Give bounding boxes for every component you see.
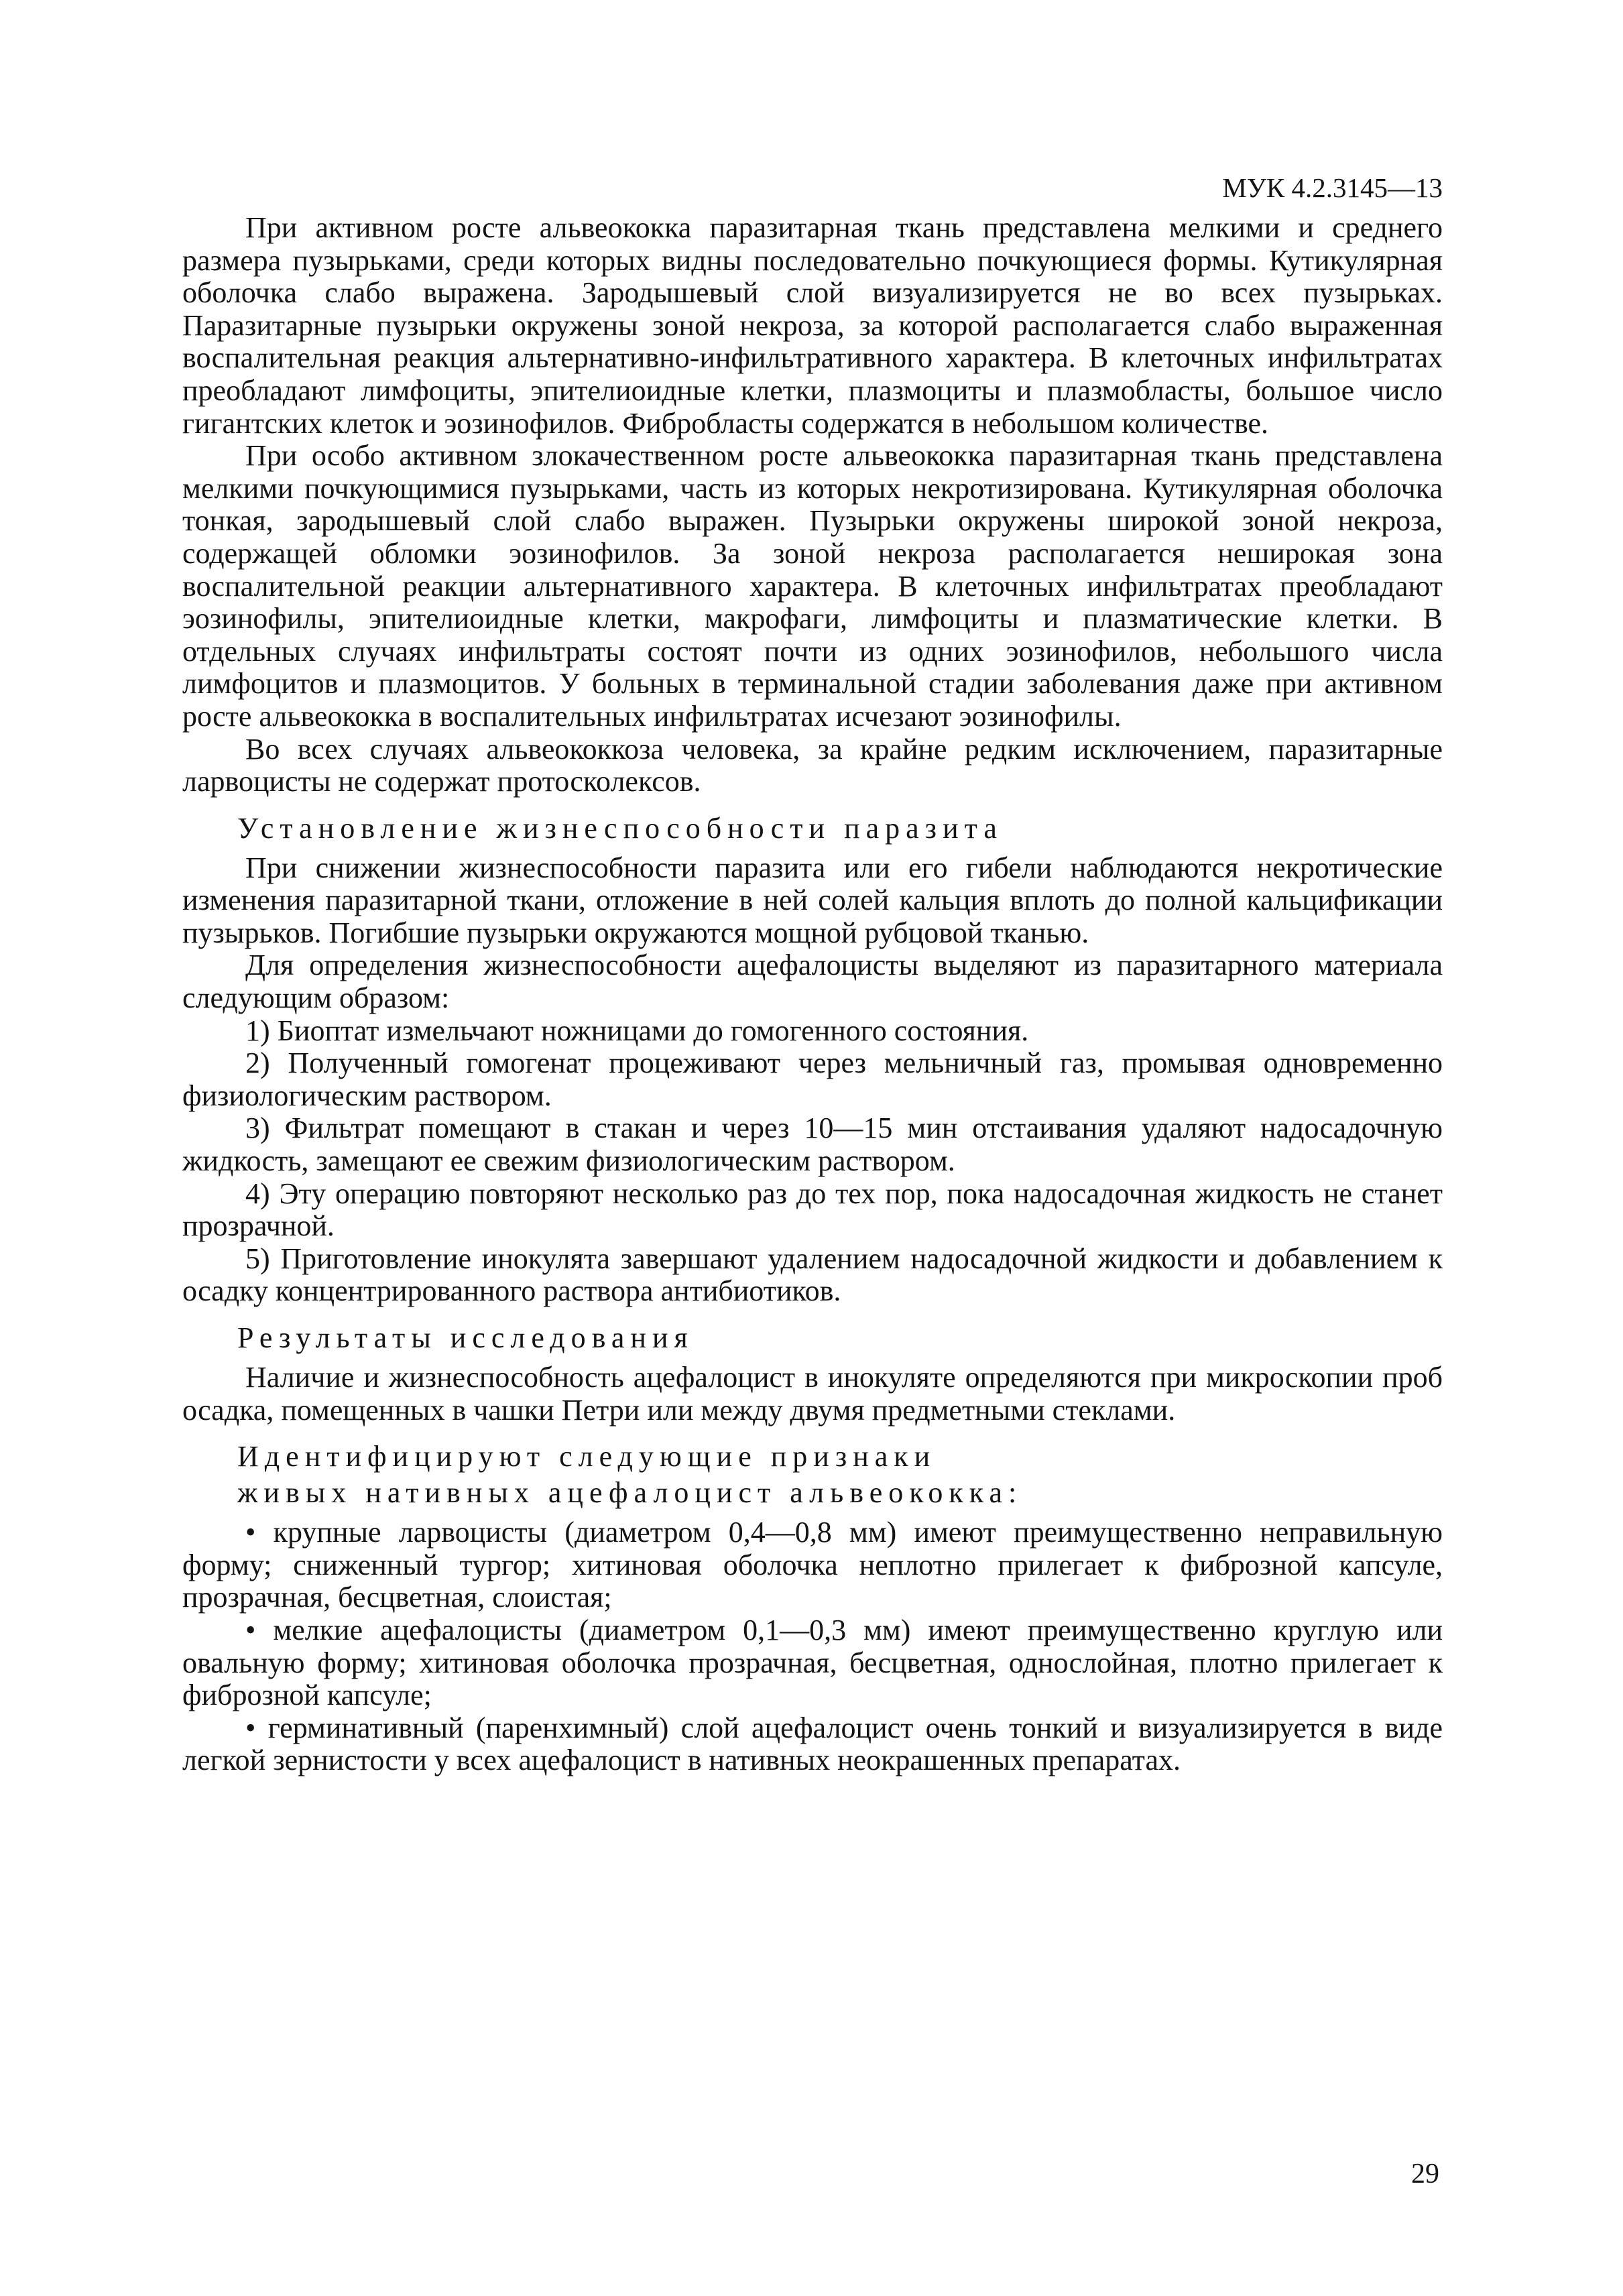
page-number: 29 [1411, 2159, 1439, 2189]
section-title-viability-text: Установление жизнеспособности паразита [237, 811, 1003, 845]
bullet-item: • мелкие ацефалоцисты (диаметром 0,1—0,3 мм) имеют преимущественно круглую или овальную форму; хитиновая оболочка прозрачная, бесцветная, однослойная, плотно прилегает к фиброзной капсуле; [182, 1613, 1443, 1712]
section-title-signs [182, 1439, 1443, 1511]
step-item: 1) Биоптат измельчают ножницами до гомогенного состояния. [245, 1014, 1029, 1047]
section-title-results-text: Результаты исследования [237, 1321, 694, 1354]
bullet-item: • герминативный (паренхимный) слой ацефалоцист очень тонкий и визуализируется в виде легкой зернистости у всех ацефалоцист в нативных неокрашенных препаратах. [182, 1711, 1443, 1777]
step-item: 5) Приготовление инокулята завершают удалением надосадочной жидкости и добавлением к осадку концентрированного раствора антибиотиков. [182, 1242, 1443, 1308]
section-title-signs-line2: живых нативных ацефалоцист альвеококка: [237, 1476, 1023, 1510]
paragraph-results: Наличие и жизнеспособность ацефалоцист в инокуляте определяются при микроскопии проб осадка, помещенных в чашки Петри или между двумя предметными стеклами. [182, 1361, 1443, 1427]
document-code: МУК 4.2.3145—13 [1222, 172, 1443, 203]
paragraph-active-growth: При активном росте альвеококка паразитарная ткань представлена мелкими и среднего размера пузырьками, среди которых видны последовательно почкующиеся формы. Кутикулярная оболочка слабо выражена. Зародышевый слой визуализируется не во всех пузырьках. Паразитарные пузырьки окружены зоной некроза, за которой располагается слабо выраженная воспалительная реакция альтернативно-инфильтративного характера. В клеточных инфильтратах преобладают лимфоциты, эпителиоидные клетки, плазмоциты и плазмобласты, большое число гигантских клеток и эозинофилов. Фибробласты содержатся в небольшом количестве. [182, 211, 1443, 440]
paragraph-protoscolex: Во всех случаях альвеококкоза человека, за крайне редким исключением, паразитарные ларвоцисты не содержат протосколексов. [182, 732, 1443, 798]
paragraph-malignant-growth: При особо активном злокачественном росте альвеококка паразитарная ткань представлена мелкими почкующимися пузырьками, часть из которых некротизирована. Кутикулярная оболочка тонкая, зародышевый слой слабо выражен. Пузырьки окружены широкой зоной некроза, содержащей обломки эозинофилов. За зоной некроза располагается неширокая зона воспалительной реакции альтернативного характера. В клеточных инфильтратах преобладают эозинофилы, эпителиоидные клетки, макрофаги, лимфоциты и плазматические клетки. В отдельных случаях инфильтраты состоят почти из одних эозинофилов, небольшого числа лимфоцитов и плазмоцитов. У больных в терминальной стадии заболевания даже при активном росте альвеококка в воспалительных инфильтратах исчезают эозинофилы. [182, 439, 1443, 733]
section-title-results [182, 1320, 1443, 1356]
step-item: 4) Эту операцию повторяют несколько раз до тех пор, пока надосадочная жидкость не станет прозрачной. [182, 1176, 1443, 1243]
paragraph-viability-method: Для определения жизнеспособности ацефалоцисты выделяют из паразитарного материала следующим образом: [182, 949, 1443, 1015]
bullet-item: • крупные ларвоцисты (диаметром 0,4—0,8 мм) имеют преимущественно неправильную форму; сниженный тургор; хитиновая оболочка неплотно прилегает к фиброзной капсуле, прозрачная, бесцветная, слоистая; [182, 1516, 1443, 1614]
paragraph-viability-decline: При снижении жизнеспособности паразита или его гибели наблюдаются некротические изменения паразитарной ткани, отложение в ней солей кальция вплоть до полной кальцификации пузырьков. Погибшие пузырьки окружаются мощной рубцовой тканью. [182, 851, 1443, 949]
step-item: 2) Полученный гомогенат процеживают через мельничный газ, промывая одновременно физиологическим раствором. [182, 1046, 1443, 1112]
document-page [182, 168, 1443, 1777]
step-item: 3) Фильтрат помещают в стакан и через 10—15 мин отстаивания удаляют надосадочную жидкость, замещают ее свежим физиологическим раствором. [182, 1111, 1443, 1178]
section-title-signs-line1: Идентифицируют следующие признаки [237, 1440, 937, 1473]
section-title-viability [182, 810, 1443, 847]
